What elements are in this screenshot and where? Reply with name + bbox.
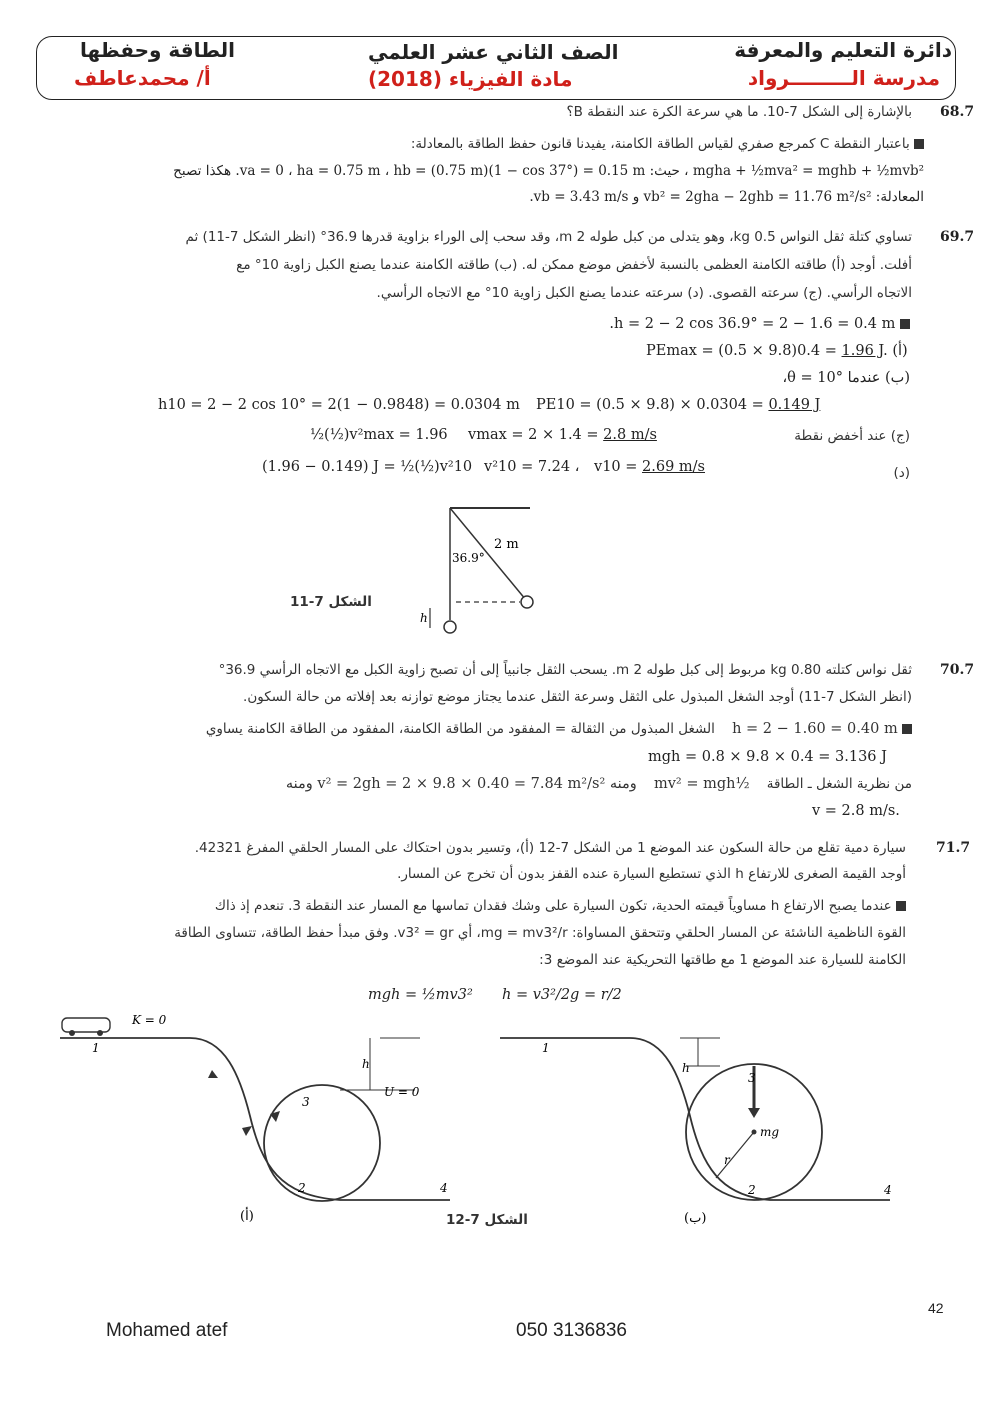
loop-a — [264, 1085, 380, 1201]
q69-question-line1: تساوي كتلة ثقل النواس 0.5 kg، وهو يتدلى من كبل طوله 2 m، وقد سحب إلى الوراء بزاوية قدرها 36.9° (انظر الشكل 7-11) ثم — [185, 229, 912, 245]
q69-height-calc: h = 2 − 2 cos 36.9° = 2 − 1.6 = 0.4 m. — [609, 316, 896, 332]
loop-figure-a — [60, 1013, 450, 1224]
q70-answer-line3 — [286, 774, 912, 794]
q69-pe-max-eq: PEmax = (0.5 × 9.8)0.4 = — [646, 343, 842, 359]
track-arrow-icon — [270, 1111, 280, 1122]
q69-vmax-value: 2.8 m/s — [603, 427, 657, 443]
q70-question-line2: (انظر الشكل 7-11) أوجد الشغل المبذول على الثقل وسرعة الثقل عندما يجتاز موضع توازنه بعد إفلاته من حالة السكون. — [243, 689, 912, 705]
fig-7-11-caption: الشكل 7-11 — [290, 594, 372, 610]
q69-d-eq3 — [594, 457, 705, 477]
radius-line — [716, 1132, 754, 1178]
q71-answer-line3: الكامنة للسيارة عند الموضع 1 مع طاقتها التحريكية عند الموضع 3: — [539, 952, 906, 968]
q71-answer-line1 — [215, 896, 906, 916]
point-4-label: 4 — [440, 1181, 448, 1195]
q69-d-eq1: (1.96 − 0.149) J = ½(½)v²10 — [262, 459, 473, 475]
label-r: r — [724, 1153, 730, 1167]
q68-number: 68.7 — [940, 104, 975, 120]
label-h: h — [362, 1057, 370, 1071]
answer-bullet-icon — [896, 901, 906, 911]
q68-question: بالإشارة إلى الشكل 7-10. ما هي سرعة الكرة عند النقطة B؟ — [566, 104, 912, 120]
arrow-head-icon — [748, 1108, 760, 1118]
header-dept: دائرة التعليم والمعرفة — [734, 38, 952, 62]
track-a — [60, 1038, 450, 1200]
q68-answer-line1 — [411, 134, 924, 154]
q69-pe10-eq: PE10 = (0.5 × 9.8) × 0.0304 = — [536, 397, 769, 413]
q69-pe10 — [536, 395, 820, 415]
q69-v10-eq: v10 = — [594, 459, 643, 475]
point-1-label: 1 — [542, 1041, 550, 1055]
pendulum-angle-label: 36.9° — [452, 551, 485, 565]
q69-answer-a: PEmax = (0.5 × 9.8)0.4 = 1.96 J. (أ) — [646, 343, 908, 359]
q69-vmax-eq: vmax = 2 × 1.4 = — [468, 427, 604, 443]
q70-velocity-squared: ومنه v² = 2gh = 2 × 9.8 × 0.40 = 7.84 m²/s² ومنه — [285, 776, 637, 792]
footer-phone: 050 3136836 — [516, 1320, 627, 1341]
point-3-label: 3 — [748, 1071, 756, 1085]
pendulum-h-label: h — [420, 611, 428, 625]
answer-bullet-icon — [902, 724, 912, 734]
q70-work-value: mgh = 0.8 × 9.8 × 0.4 = 3.136 J — [648, 749, 887, 765]
q69-pe-max-value: 1.96 J — [841, 343, 884, 359]
q70-theorem-text: من نظرية الشغل ـ الطاقة — [766, 776, 912, 792]
q69-h10-calc: h10 = 2 − 2 cos 10° = 2(1 − 0.9848) = 0.0304 m — [158, 397, 520, 413]
q71-question-line2: أوجد القيمة الصغرى للارتفاع h الذي تستطيع السيارة عنده القفز بدون أن تخرج عن المسار. — [397, 866, 906, 882]
q69-part-c-label: (ج) عند أخفض نقطة — [794, 428, 910, 444]
track-arrow-icon — [242, 1126, 252, 1136]
q69-number: 69.7 — [940, 229, 975, 245]
q71-eq1: mgh = ½mv3² — [368, 987, 473, 1003]
q70-question-line1: ثقل نواس كتلته 0.80 kg مربوط إلى كبل طوله 2 m. يسحب الثقل جانبياً إلى أن تصبح زاوية الكبل مع الاتجاه الرأسي 36.9° — [218, 662, 912, 678]
point-4-label: 4 — [884, 1183, 892, 1197]
label-h: h — [682, 1061, 690, 1075]
q71-answer-line2: القوة الناظمية الناشئة عن المسار الحلقي وتتحقق المساواة: mg = mv3²/r، أي v3² = gr. وفق مبدأ حفظ الطاقة، تتساوى الطاقة — [174, 925, 906, 941]
q69-pe10-value: 0.149 J — [768, 397, 821, 413]
pendulum-bob-raised — [521, 596, 533, 608]
footer-name: Mohamed atef — [106, 1320, 228, 1341]
figure-a-label: (أ) — [240, 1209, 254, 1224]
label-u0: U = 0 — [384, 1085, 420, 1099]
pendulum-figure — [280, 496, 560, 640]
answer-bullet-icon — [914, 139, 924, 149]
q69-answer-h — [609, 314, 910, 334]
q71-answer-text1: عندما يصبح الارتفاع h مساوياً قيمته الحدية، تكون السيارة على وشك فقدان تماسها مع المسار عند النقطة 3. تنعدم إذ ذاك — [214, 898, 892, 914]
point-1-label: 1 — [92, 1041, 100, 1055]
label-mg: mg — [760, 1125, 780, 1139]
q70-number: 70.7 — [940, 662, 975, 678]
point-3-label: 3 — [302, 1095, 310, 1109]
q68-given-values: ، حيث: va = 0 ، ha = 0.75 m ، hb = (0.75 m)(1 − cos 37°) = 0.15 m. هكذا تصبح — [173, 163, 689, 179]
page-number: 42 — [928, 1300, 944, 1316]
q70-height-eq: h = 2 − 1.60 = 0.40 m — [732, 721, 898, 737]
fig-7-12-caption: الشكل 7-12 — [446, 1212, 528, 1228]
pendulum-length-label: 2 m — [494, 537, 519, 552]
q70-energy-eq: ½mv² = mgh — [653, 776, 750, 792]
q70-answer-line1 — [206, 719, 912, 739]
q69-question-line3: الاتجاه الرأسي. (ج) سرعته القصوى. (د) سرعته عندما يصنع الكبل زاوية 10° مع الاتجاه الرأسي. — [376, 285, 912, 301]
header-subject-year: مادة الفيزياء (2018) — [368, 67, 573, 91]
q70-final-velocity: v = 2.8 m/s. — [812, 803, 900, 819]
track-arrow-icon — [208, 1070, 218, 1078]
q68-answer-text1: باعتبار النقطة C كمرجع صفري لقياس الطاقة الكامنة، يفيدنا قانون حفظ الطاقة بالمعادلة: — [410, 136, 910, 152]
q69-c-eq1: ½(½)v²max = 1.96 — [310, 427, 448, 443]
q69-question-line2: أفلت. أوجد (أ) طاقته الكامنة العظمى بالنسبة لأخفض موضع ممكن له. (ب) طاقته الكامنة عندما يصنع الكبل زاوية 10° مع — [236, 257, 912, 273]
point-2-label: 2 — [298, 1181, 306, 1195]
header-topic: الطاقة وحفظها — [80, 38, 235, 62]
q69-d-eq2: v²10 = 7.24 ، — [484, 459, 580, 475]
q69-v10-value: 2.69 m/s — [642, 459, 705, 475]
q68-answer-line3: المعادلة: vb² = 2gha − 2ghb = 11.76 m²/s² و vb = 3.43 m/s. — [529, 189, 924, 205]
header-teacher: أ/ محمدعاطف — [74, 66, 211, 90]
q69-answer-b-label: (ب) عندما θ = 10°، — [782, 370, 910, 386]
q69-c-eq2 — [468, 425, 657, 445]
header-grade: الصف الثاني عشر العلمي — [368, 40, 619, 64]
answer-bullet-icon — [900, 319, 910, 329]
track-b — [500, 1038, 890, 1200]
figure-b-label: (ب) — [684, 1211, 707, 1226]
point-2-label: 2 — [748, 1183, 756, 1197]
loop-track-figure — [40, 1006, 940, 1236]
label-k0: K = 0 — [132, 1013, 167, 1027]
q69-part-a-label: (أ) — [892, 343, 908, 359]
q71-question-line1: سيارة دمية تقلع من حالة السكون عند الموضع 1 من الشكل 7-12 (أ)، وتسير بدون احتكاك على المسار الحلقي المفرغ 42321. — [194, 840, 906, 856]
q70-work-text: الشغل المبذول من الثقالة = المفقود من الطاقة الكامنة، المفقود من الطاقة الكامنة يساوي — [205, 721, 715, 737]
loop-figure-b — [500, 1038, 892, 1226]
header-school: مدرسة الـــــــــرواد — [747, 66, 940, 90]
q71-number: 71.7 — [936, 840, 971, 856]
q69-part-d-label: (د) — [893, 465, 910, 481]
pendulum-bob-bottom — [444, 621, 456, 633]
q68-answer-line2 — [54, 161, 924, 181]
q68-energy-equation: mgha + ½mva² = mghb + ½mvb² — [692, 163, 924, 179]
q71-eq2: h = v3²/2g = r/2 — [502, 987, 622, 1003]
toy-car-icon — [62, 1018, 110, 1032]
